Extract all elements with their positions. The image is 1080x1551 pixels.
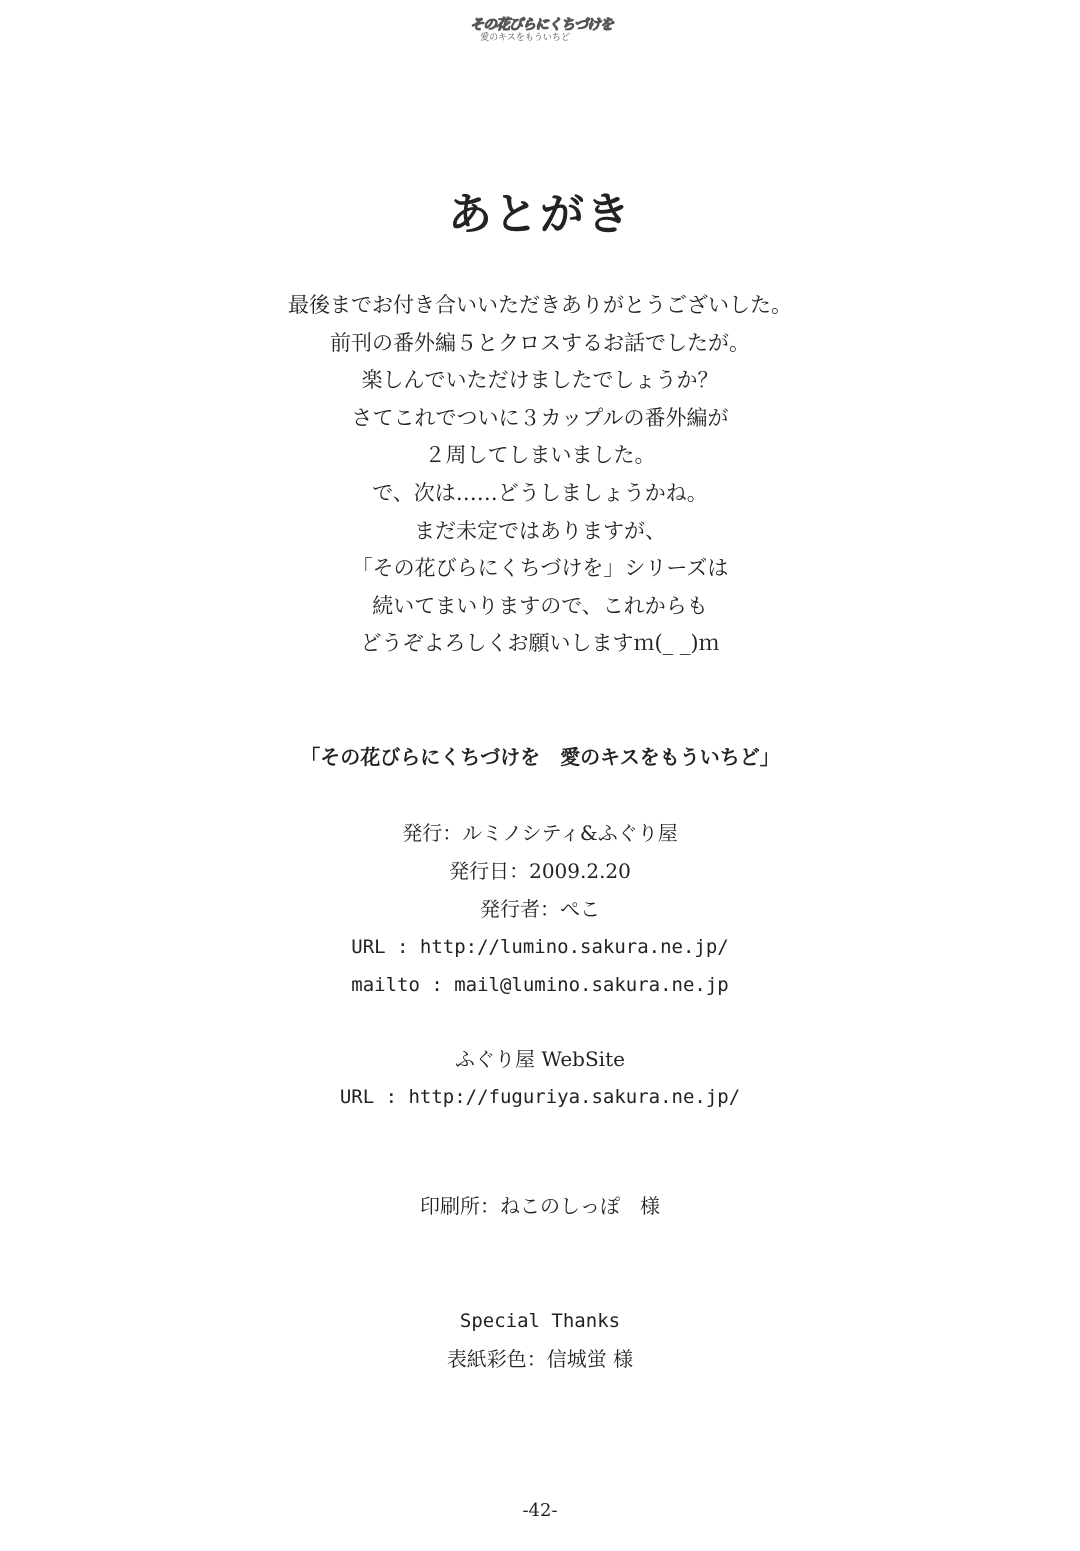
body-line: さてこれでついに３カップルの番外編が bbox=[351, 405, 729, 430]
publish-date-line: 発行日：2009.2.20 bbox=[449, 859, 631, 883]
page-title: あとがき bbox=[448, 189, 632, 240]
afterword-body bbox=[0, 287, 1080, 663]
special-thanks bbox=[0, 1302, 1080, 1378]
page-number: -42- bbox=[522, 1500, 558, 1521]
website-info bbox=[0, 1040, 1080, 1116]
body-line: どうぞよろしくお願いしますｍ(_ _)ｍ bbox=[360, 631, 720, 656]
body-line: 最後までお付き合いいただきありがとうございした。 bbox=[288, 293, 792, 317]
thanks-heading: Special Thanks bbox=[459, 1310, 621, 1332]
body-line: ２周してしまいました。 bbox=[424, 443, 656, 468]
body-line: 続いてまいりますので、これからも bbox=[372, 593, 708, 618]
body-line: 楽しんでいただけましたでしょうか？ bbox=[361, 368, 719, 393]
series-logo bbox=[470, 17, 613, 64]
author-line: 発行者：ぺこ bbox=[480, 897, 600, 921]
body-line: で、次は……どうしましょうかね。 bbox=[372, 480, 708, 505]
publisher-url[interactable]: URL : http://lumino.sakura.ne.jp/ bbox=[351, 936, 729, 958]
work-title: 「その花びらにくちづけを 愛のキスをもういちど」 bbox=[300, 745, 780, 769]
website-url[interactable]: URL : http://fuguriya.sakura.ne.jp/ bbox=[339, 1086, 741, 1108]
website-name: ふぐり屋 WebSite bbox=[455, 1047, 625, 1071]
publisher-line: 発行：ルミノシティ&ふぐり屋 bbox=[402, 821, 678, 845]
body-line: 前刊の番外編５とクロスするお話でしたが。 bbox=[330, 330, 750, 355]
publisher-mail[interactable]: mailto : mail@lumino.sakura.ne.jp bbox=[351, 974, 729, 996]
thanks-credit: 表紙彩色：信城蛍 様 bbox=[446, 1347, 634, 1371]
body-line: まだ未定ではありますが、 bbox=[414, 518, 666, 543]
printer-line: 印刷所：ねこのしっぽ 様 bbox=[420, 1194, 660, 1218]
logo-line-1: その花びらにくちづけを bbox=[470, 17, 613, 33]
body-line: 「その花びらにくちづけを」シリーズは bbox=[351, 556, 729, 581]
logo-line-2: 愛のキスをもういちど bbox=[480, 33, 570, 43]
colophon bbox=[0, 814, 1080, 1004]
